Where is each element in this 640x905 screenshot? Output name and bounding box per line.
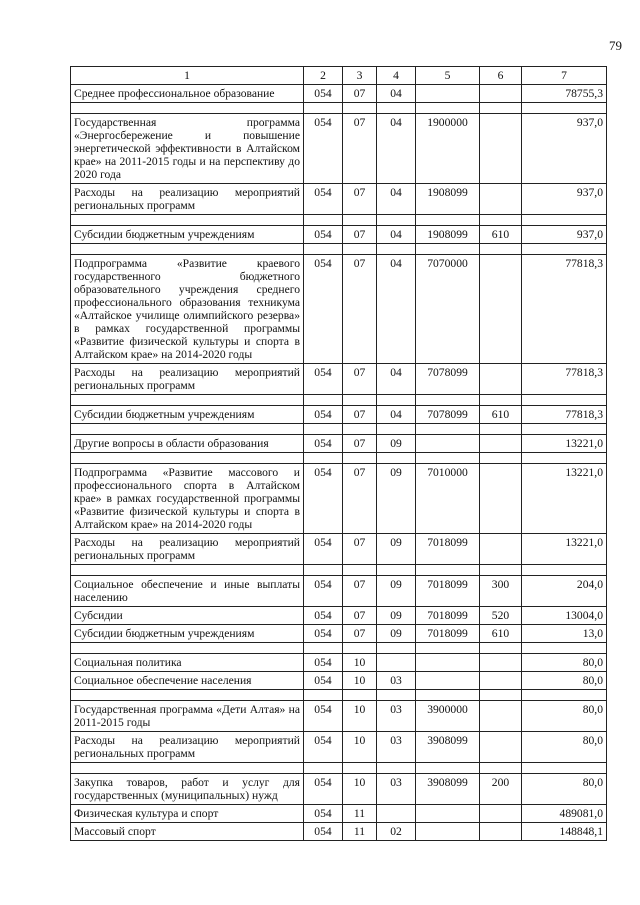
row-amount-cell: 204,0	[522, 576, 607, 607]
spacer-cell	[377, 643, 416, 654]
row-section-cell: 07	[343, 625, 377, 643]
row-name-cell: Государственная программа «Энергосбережение и повышение энергетической эффективности в Алтайском крае» на 2011-2015 годы и на перспективу до 2020 года	[71, 114, 304, 184]
spacer-cell	[377, 103, 416, 114]
spacer-cell	[480, 453, 522, 464]
row-spacer	[71, 565, 607, 576]
table-row	[71, 732, 607, 763]
row-section-cell: 07	[343, 114, 377, 184]
row-amount-cell: 80,0	[522, 654, 607, 672]
row-spacer	[71, 763, 607, 774]
row-name-cell: Расходы на реализацию мероприятий региональных программ	[71, 732, 304, 763]
spacer-cell	[480, 763, 522, 774]
row-spacer	[71, 244, 607, 255]
spacer-cell	[71, 565, 304, 576]
row-section-cell: 07	[343, 435, 377, 453]
row-spacer	[71, 395, 607, 406]
row-target-cell	[416, 435, 480, 453]
row-expense-type-cell	[480, 672, 522, 690]
row-code-cell: 054	[304, 534, 343, 565]
row-section-cell: 07	[343, 534, 377, 565]
row-expense-type-cell	[480, 184, 522, 215]
column-header: 7	[522, 67, 607, 85]
table-row	[71, 464, 607, 534]
row-name-cell: Расходы на реализацию мероприятий региональных программ	[71, 184, 304, 215]
row-spacer	[71, 424, 607, 435]
row-target-cell: 7018099	[416, 625, 480, 643]
budget-table	[70, 66, 607, 841]
row-expense-type-cell: 610	[480, 625, 522, 643]
spacer-cell	[71, 215, 304, 226]
row-code-cell: 054	[304, 701, 343, 732]
row-subsection-cell: 04	[377, 85, 416, 103]
row-name-cell: Другие вопросы в области образования	[71, 435, 304, 453]
row-amount-cell: 80,0	[522, 774, 607, 805]
row-subsection-cell: 04	[377, 226, 416, 244]
spacer-cell	[71, 643, 304, 654]
row-code-cell: 054	[304, 184, 343, 215]
row-subsection-cell: 09	[377, 464, 416, 534]
row-subsection-cell	[377, 805, 416, 823]
row-name-cell: Подпрограмма «Развитие массового и профессионального спорта в Алтайском крае» в рамках государственной программы «Развитие физической культуры и спорта в Алтайском крае» на 2014-2020 годы	[71, 464, 304, 534]
column-header: 1	[71, 67, 304, 85]
row-code-cell: 054	[304, 464, 343, 534]
row-expense-type-cell: 520	[480, 607, 522, 625]
spacer-cell	[416, 395, 480, 406]
page-number: 79	[609, 38, 622, 53]
spacer-cell	[522, 215, 607, 226]
row-code-cell: 054	[304, 364, 343, 395]
column-header: 5	[416, 67, 480, 85]
spacer-cell	[304, 215, 343, 226]
spacer-cell	[522, 395, 607, 406]
row-code-cell: 054	[304, 805, 343, 823]
row-name-cell: Государственная программа «Дети Алтая» на 2011-2015 годы	[71, 701, 304, 732]
spacer-cell	[416, 103, 480, 114]
spacer-cell	[377, 215, 416, 226]
spacer-cell	[522, 763, 607, 774]
row-subsection-cell: 03	[377, 732, 416, 763]
row-expense-type-cell	[480, 464, 522, 534]
spacer-cell	[522, 643, 607, 654]
row-amount-cell: 77818,3	[522, 255, 607, 364]
row-name-cell: Субсидии	[71, 607, 304, 625]
row-target-cell	[416, 805, 480, 823]
spacer-cell	[343, 395, 377, 406]
row-spacer	[71, 103, 607, 114]
row-amount-cell: 13221,0	[522, 534, 607, 565]
row-section-cell: 10	[343, 774, 377, 805]
spacer-cell	[522, 690, 607, 701]
row-expense-type-cell: 200	[480, 774, 522, 805]
spacer-cell	[343, 103, 377, 114]
row-name-cell: Субсидии бюджетным учреждениям	[71, 226, 304, 244]
row-target-cell	[416, 85, 480, 103]
row-amount-cell: 937,0	[522, 226, 607, 244]
row-expense-type-cell	[480, 805, 522, 823]
row-section-cell: 07	[343, 226, 377, 244]
row-amount-cell: 13221,0	[522, 435, 607, 453]
table-row	[71, 607, 607, 625]
spacer-cell	[480, 424, 522, 435]
spacer-cell	[304, 244, 343, 255]
row-subsection-cell: 09	[377, 625, 416, 643]
row-expense-type-cell: 610	[480, 406, 522, 424]
spacer-cell	[343, 643, 377, 654]
row-code-cell: 054	[304, 255, 343, 364]
spacer-cell	[416, 215, 480, 226]
row-amount-cell: 77818,3	[522, 364, 607, 395]
row-section-cell: 10	[343, 701, 377, 732]
row-target-cell: 1900000	[416, 114, 480, 184]
row-subsection-cell: 04	[377, 406, 416, 424]
row-expense-type-cell	[480, 654, 522, 672]
spacer-cell	[377, 565, 416, 576]
row-code-cell: 054	[304, 607, 343, 625]
row-target-cell	[416, 654, 480, 672]
spacer-cell	[416, 424, 480, 435]
spacer-cell	[377, 690, 416, 701]
row-code-cell: 054	[304, 774, 343, 805]
row-name-cell: Субсидии бюджетным учреждениям	[71, 625, 304, 643]
row-name-cell: Социальное обеспечение и иные выплаты населению	[71, 576, 304, 607]
row-name-cell: Субсидии бюджетным учреждениям	[71, 406, 304, 424]
spacer-cell	[522, 244, 607, 255]
row-spacer	[71, 643, 607, 654]
row-amount-cell: 80,0	[522, 701, 607, 732]
table-row	[71, 226, 607, 244]
row-expense-type-cell: 610	[480, 226, 522, 244]
spacer-cell	[480, 395, 522, 406]
row-expense-type-cell	[480, 701, 522, 732]
row-subsection-cell: 04	[377, 364, 416, 395]
spacer-cell	[480, 565, 522, 576]
table-row	[71, 364, 607, 395]
spacer-cell	[71, 424, 304, 435]
row-section-cell: 07	[343, 576, 377, 607]
row-code-cell: 054	[304, 114, 343, 184]
row-spacer	[71, 690, 607, 701]
spacer-cell	[71, 244, 304, 255]
row-subsection-cell: 09	[377, 435, 416, 453]
table-row	[71, 576, 607, 607]
row-code-cell: 054	[304, 625, 343, 643]
row-section-cell: 11	[343, 805, 377, 823]
row-code-cell: 054	[304, 654, 343, 672]
row-expense-type-cell	[480, 534, 522, 565]
spacer-cell	[343, 215, 377, 226]
row-amount-cell: 13004,0	[522, 607, 607, 625]
row-section-cell: 11	[343, 823, 377, 841]
row-amount-cell: 80,0	[522, 732, 607, 763]
row-subsection-cell: 04	[377, 114, 416, 184]
row-expense-type-cell	[480, 435, 522, 453]
row-code-cell: 054	[304, 672, 343, 690]
row-name-cell: Расходы на реализацию мероприятий региональных программ	[71, 364, 304, 395]
row-expense-type-cell	[480, 85, 522, 103]
row-code-cell: 054	[304, 823, 343, 841]
row-target-cell: 3908099	[416, 732, 480, 763]
row-subsection-cell: 03	[377, 774, 416, 805]
spacer-cell	[522, 565, 607, 576]
spacer-cell	[304, 643, 343, 654]
table-header-row	[71, 67, 607, 85]
row-expense-type-cell	[480, 823, 522, 841]
table-row	[71, 654, 607, 672]
row-spacer	[71, 453, 607, 464]
row-name-cell: Социальная политика	[71, 654, 304, 672]
row-target-cell	[416, 672, 480, 690]
row-section-cell: 07	[343, 85, 377, 103]
row-target-cell: 3908099	[416, 774, 480, 805]
row-section-cell: 10	[343, 732, 377, 763]
row-subsection-cell: 09	[377, 576, 416, 607]
row-expense-type-cell	[480, 732, 522, 763]
table-row	[71, 534, 607, 565]
table-row	[71, 406, 607, 424]
spacer-cell	[416, 453, 480, 464]
table-row	[71, 805, 607, 823]
row-target-cell: 7070000	[416, 255, 480, 364]
row-target-cell: 7018099	[416, 534, 480, 565]
column-header: 4	[377, 67, 416, 85]
row-name-cell: Массовый спорт	[71, 823, 304, 841]
row-target-cell	[416, 823, 480, 841]
row-code-cell: 054	[304, 732, 343, 763]
spacer-cell	[377, 244, 416, 255]
spacer-cell	[522, 424, 607, 435]
row-subsection-cell: 03	[377, 672, 416, 690]
row-amount-cell: 78755,3	[522, 85, 607, 103]
table-row	[71, 114, 607, 184]
spacer-cell	[416, 690, 480, 701]
spacer-cell	[71, 103, 304, 114]
row-name-cell: Физическая культура и спорт	[71, 805, 304, 823]
row-amount-cell: 13221,0	[522, 464, 607, 534]
table-row	[71, 701, 607, 732]
row-expense-type-cell	[480, 114, 522, 184]
spacer-cell	[71, 763, 304, 774]
row-amount-cell: 77818,3	[522, 406, 607, 424]
spacer-cell	[480, 103, 522, 114]
row-name-cell: Расходы на реализацию мероприятий региональных программ	[71, 534, 304, 565]
spacer-cell	[480, 244, 522, 255]
spacer-cell	[522, 453, 607, 464]
column-header: 2	[304, 67, 343, 85]
spacer-cell	[304, 424, 343, 435]
row-code-cell: 054	[304, 576, 343, 607]
row-expense-type-cell	[480, 255, 522, 364]
row-amount-cell: 80,0	[522, 672, 607, 690]
spacer-cell	[343, 244, 377, 255]
row-subsection-cell: 03	[377, 701, 416, 732]
table-body	[71, 85, 607, 841]
row-target-cell: 7078099	[416, 406, 480, 424]
row-subsection-cell: 09	[377, 534, 416, 565]
spacer-cell	[416, 763, 480, 774]
spacer-cell	[71, 690, 304, 701]
spacer-cell	[416, 244, 480, 255]
row-expense-type-cell	[480, 364, 522, 395]
spacer-cell	[304, 565, 343, 576]
row-amount-cell: 13,0	[522, 625, 607, 643]
row-target-cell: 1908099	[416, 184, 480, 215]
spacer-cell	[343, 424, 377, 435]
row-code-cell: 054	[304, 406, 343, 424]
table-row	[71, 672, 607, 690]
row-target-cell: 1908099	[416, 226, 480, 244]
spacer-cell	[343, 690, 377, 701]
row-section-cell: 10	[343, 654, 377, 672]
spacer-cell	[522, 103, 607, 114]
row-name-cell: Среднее профессиональное образование	[71, 85, 304, 103]
row-subsection-cell: 04	[377, 255, 416, 364]
table-row	[71, 255, 607, 364]
row-section-cell: 07	[343, 464, 377, 534]
row-target-cell: 7078099	[416, 364, 480, 395]
row-target-cell: 7010000	[416, 464, 480, 534]
row-name-cell: Социальное обеспечение населения	[71, 672, 304, 690]
spacer-cell	[304, 103, 343, 114]
spacer-cell	[480, 643, 522, 654]
table-row	[71, 85, 607, 103]
table-row	[71, 184, 607, 215]
row-target-cell: 3900000	[416, 701, 480, 732]
spacer-cell	[304, 453, 343, 464]
table-row	[71, 625, 607, 643]
row-code-cell: 054	[304, 226, 343, 244]
spacer-cell	[71, 395, 304, 406]
column-header: 6	[480, 67, 522, 85]
row-subsection-cell: 09	[377, 607, 416, 625]
spacer-cell	[377, 453, 416, 464]
row-section-cell: 07	[343, 255, 377, 364]
spacer-cell	[480, 690, 522, 701]
spacer-cell	[304, 763, 343, 774]
row-code-cell: 054	[304, 85, 343, 103]
table-row	[71, 823, 607, 841]
spacer-cell	[304, 395, 343, 406]
row-section-cell: 10	[343, 672, 377, 690]
column-header: 3	[343, 67, 377, 85]
row-section-cell: 07	[343, 364, 377, 395]
row-target-cell: 7018099	[416, 607, 480, 625]
row-amount-cell: 937,0	[522, 184, 607, 215]
row-amount-cell: 489081,0	[522, 805, 607, 823]
row-expense-type-cell: 300	[480, 576, 522, 607]
spacer-cell	[343, 763, 377, 774]
row-section-cell: 07	[343, 184, 377, 215]
row-spacer	[71, 215, 607, 226]
row-subsection-cell: 04	[377, 184, 416, 215]
spacer-cell	[377, 395, 416, 406]
table-row	[71, 774, 607, 805]
table-row	[71, 435, 607, 453]
spacer-cell	[416, 643, 480, 654]
row-section-cell: 07	[343, 406, 377, 424]
spacer-cell	[416, 565, 480, 576]
row-code-cell: 054	[304, 435, 343, 453]
row-target-cell: 7018099	[416, 576, 480, 607]
spacer-cell	[304, 690, 343, 701]
spacer-cell	[377, 424, 416, 435]
spacer-cell	[71, 453, 304, 464]
row-name-cell: Подпрограмма «Развитие краевого государственного бюджетного образовательного учреждения среднего профессионального образования техникума «Алтайское училище олимпийского резерва» в рамках государственной программы «Развитие физической культуры и спорта в Алтайском крае» на 2014-2020 годы	[71, 255, 304, 364]
row-amount-cell: 937,0	[522, 114, 607, 184]
row-amount-cell: 148848,1	[522, 823, 607, 841]
row-section-cell: 07	[343, 607, 377, 625]
row-subsection-cell: 02	[377, 823, 416, 841]
spacer-cell	[343, 453, 377, 464]
row-subsection-cell	[377, 654, 416, 672]
spacer-cell	[377, 763, 416, 774]
row-name-cell: Закупка товаров, работ и услуг для государственных (муниципальных) нужд	[71, 774, 304, 805]
spacer-cell	[480, 215, 522, 226]
spacer-cell	[343, 565, 377, 576]
